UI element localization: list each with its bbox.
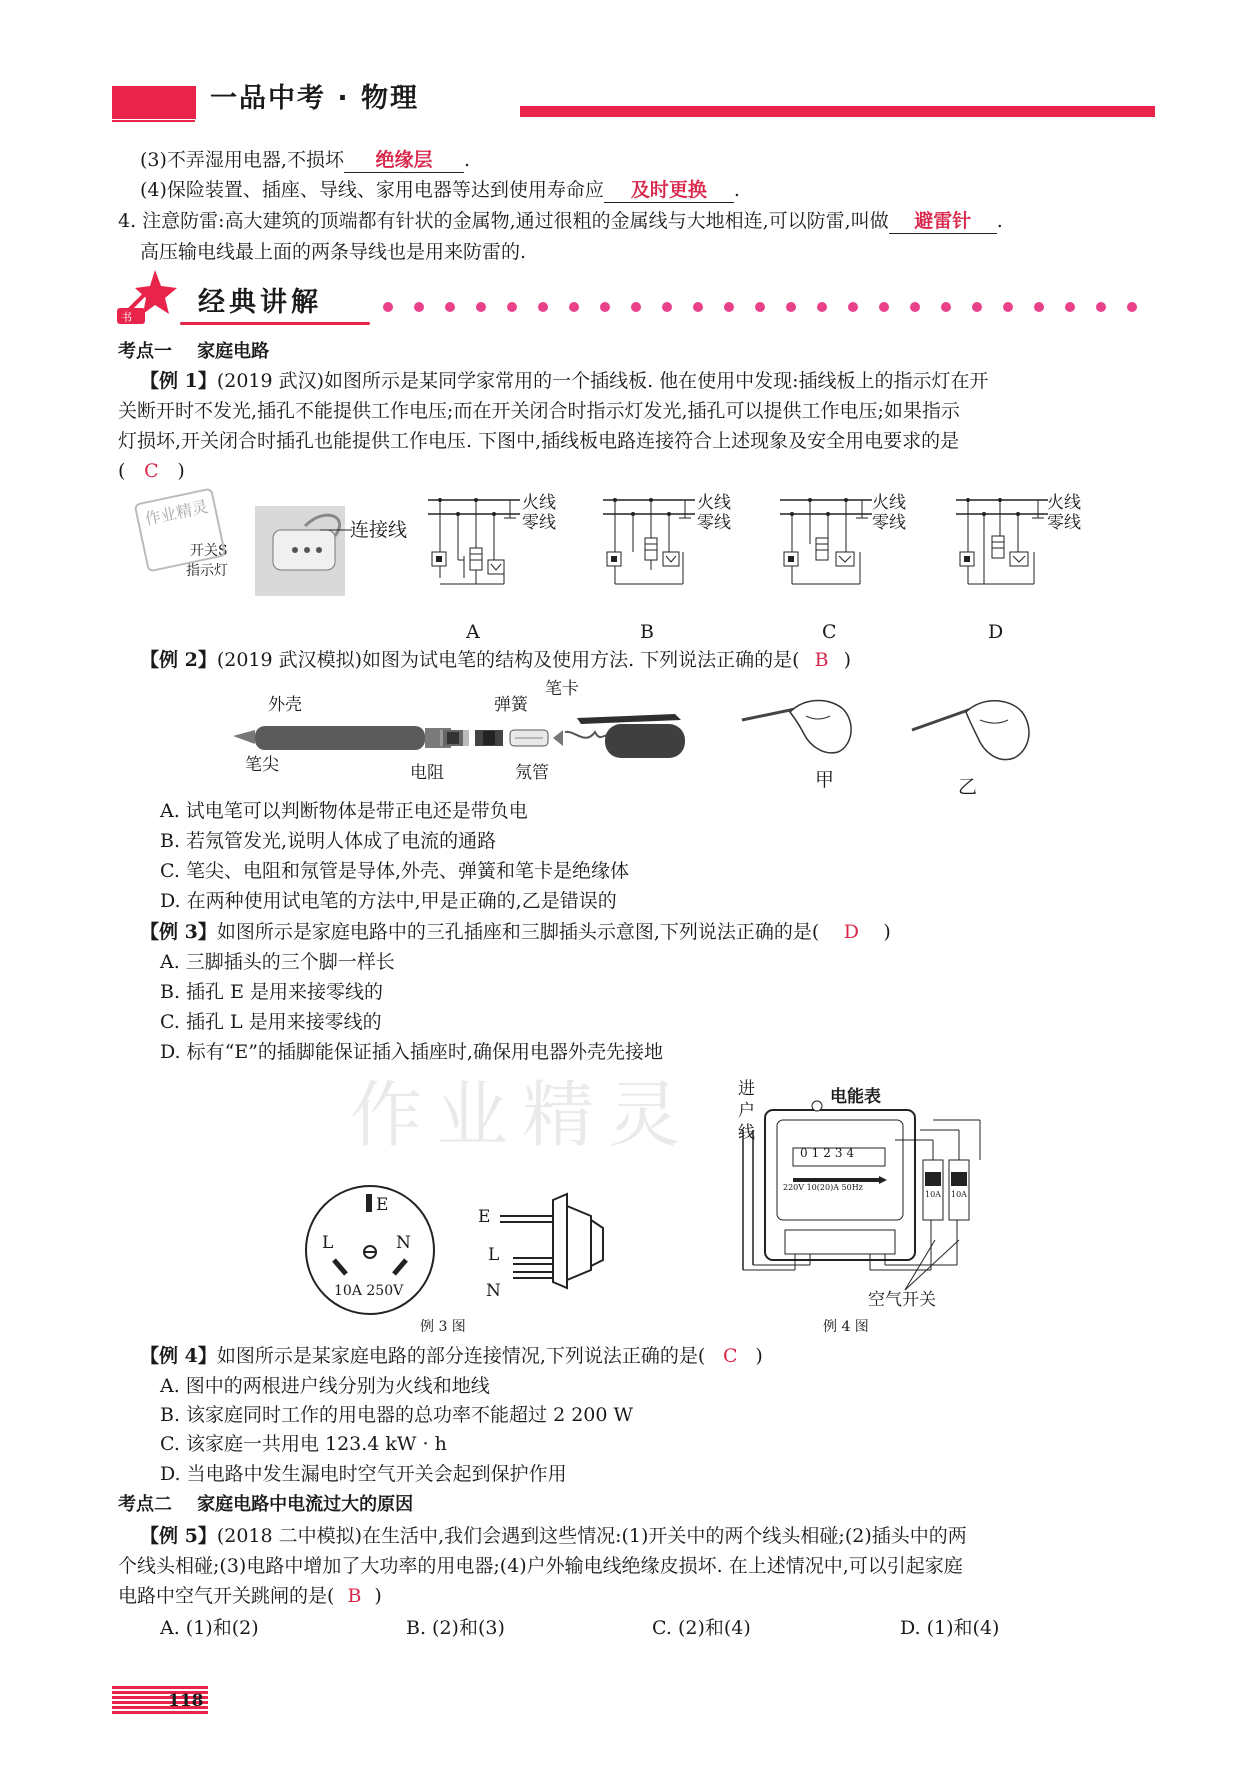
example-4-choice-b: B. 该家庭同时工作的用电器的总功率不能超过 2 200 W	[160, 1404, 634, 1426]
topic-1-heading: 考点一 家庭电路	[118, 341, 270, 362]
meter-label-meter: 电能表	[830, 1087, 881, 1107]
stamp-watermark: 作业精灵	[134, 487, 227, 572]
example-5-choice-d: D. (1)和(4)	[900, 1617, 1000, 1639]
pen-label-clip: 笔卡	[545, 679, 579, 699]
intro-item-4-line-2: 高压输电线最上面的两条导线也是用来防雷的.	[140, 241, 527, 263]
example-1-line-3: 灯损坏,开关闭合时插孔也能提供工作电压. 下图中,插线板电路连接符合上述现象及安全用电要求的是	[118, 430, 960, 452]
example-5-line-2: 个线头相碰;(3)电路中增加了大功率的用电器;(4)户外输电线绝缘皮损坏. 在上述情况中,可以引起家庭	[118, 1555, 963, 1577]
example-1-answer: C	[144, 460, 159, 482]
page-number: 118	[168, 1691, 204, 1711]
example-2-stem: 【例 2】(2019 武汉模拟)如图为试电笔的结构及使用方法. 下列说法正确的是( B )	[140, 645, 851, 675]
example-5-line-1: 【例 5】(2018 二中模拟)在生活中,我们会遇到这些情况:(1)开关中的两个线头相碰;(2)插头中的两	[140, 1525, 967, 1547]
big-watermark: 作业精灵	[350, 1073, 695, 1157]
meter-label-incoming: 进户线	[738, 1079, 755, 1143]
circuit-a-neutral-label: 零线	[522, 513, 556, 533]
example-4-choice-d: D. 当电路中发生漏电时空气开关会起到保护作用	[160, 1463, 567, 1485]
circuit-b-neutral-label: 零线	[697, 513, 731, 533]
breaker-rating-1: 10A	[925, 1190, 941, 1199]
pen-label-resistor: 电阻	[410, 763, 444, 783]
example-3-choice-d: D. 标有“E”的插脚能保证插入插座时,确保用电器外壳先接地	[160, 1041, 663, 1063]
example-3-answer: D	[843, 921, 859, 943]
example-4-caption: 例 4 图	[823, 1319, 869, 1335]
answer-blank: 绝缘层	[344, 148, 464, 173]
example-1-line-2: 关断开时不发光,插孔不能提供工作电压;而在开关闭合时指示灯发光,插孔可以提供工作电压;如果指示	[118, 400, 960, 422]
example-3-choice-a: A. 三脚插头的三个脚一样长	[160, 951, 395, 973]
socket-label-n: N	[396, 1233, 411, 1253]
pen-label-neon: 氖管	[515, 763, 549, 783]
header-bar	[520, 106, 1155, 117]
circuit-c-live-label: 火线	[872, 493, 906, 513]
pen-label-shell: 外壳	[268, 695, 302, 715]
answer-blank: 避雷针	[889, 209, 997, 234]
header-underline	[112, 120, 195, 122]
meter-reading: 01234	[800, 1146, 859, 1160]
circuit-b-live-label: 火线	[697, 493, 731, 513]
svg-text:书: 书	[121, 311, 132, 324]
example-2-choice-c: C. 笔尖、电阻和氖管是导体,外壳、弹簧和笔卡是绝缘体	[160, 860, 629, 882]
option-label-a: A	[466, 621, 480, 643]
example-5-answer: B	[347, 1585, 362, 1607]
example-2-answer: B	[814, 649, 829, 671]
intro-line-3: (3)不弄湿用电器,不损坏 绝缘层 .	[140, 149, 471, 171]
example-5-choice-a: A. (1)和(2)	[160, 1617, 259, 1639]
topic-2-heading: 考点二 家庭电路中电流过大的原因	[118, 1494, 414, 1515]
example-5-choice-c: C. (2)和(4)	[652, 1617, 751, 1639]
pen-label-spring: 弹簧	[494, 695, 528, 715]
example-2-choice-d: D. 在两种使用试电笔的方法中,甲是正确的,乙是错误的	[160, 890, 617, 912]
meter-spec: 220V 10(20)A 50Hz	[783, 1183, 863, 1192]
photo-label-wire: 连接线	[350, 519, 408, 541]
socket-label-l: L	[322, 1233, 334, 1253]
socket-label-e: E	[376, 1195, 389, 1215]
option-label-c: C	[822, 621, 837, 643]
circuit-d-live-label: 火线	[1047, 493, 1081, 513]
power-strip-drawing	[255, 506, 345, 596]
header-accent-block	[112, 86, 196, 119]
energy-meter-diagram	[735, 1090, 985, 1300]
example-4-stem: 【例 4】如图所示是某家庭电路的部分连接情况,下列说法正确的是( C )	[140, 1341, 763, 1371]
hand-using-pen-yi	[910, 690, 1040, 770]
example-3-stem: 【例 3】如图所示是家庭电路中的三孔插座和三脚插头示意图,下列说法正确的是( D )	[140, 917, 891, 947]
photo-label-switch: 开关S	[190, 543, 228, 559]
example-4-answer: C	[723, 1345, 738, 1367]
example-4-choice-a: A. 图中的两根进户线分别为火线和地线	[160, 1375, 490, 1397]
example-5-line-3: 电路中空气开关跳闸的是( B )	[118, 1581, 382, 1611]
section-star-icon	[115, 268, 177, 326]
intro-line-4: (4)保险装置、插座、导线、家用电器等达到使用寿命应 及时更换 .	[140, 179, 740, 201]
option-label-d: D	[988, 621, 1004, 643]
answer-blank: 及时更换	[604, 178, 734, 203]
example-3-choice-b: B. 插孔 E 是用来接零线的	[160, 981, 383, 1003]
hand-using-pen-jia	[740, 690, 860, 760]
socket-rating: 10A 250V	[334, 1283, 404, 1299]
intro-item-4: 4. 注意防雷:高大建筑的顶端都有针状的金属物,通过很粗的金属线与大地相连,可以防雷,叫做 避雷针 .	[118, 210, 1003, 232]
circuit-d-neutral-label: 零线	[1047, 513, 1081, 533]
pen-label-tip: 笔尖	[245, 755, 279, 775]
section-title-underline	[180, 322, 370, 325]
circuit-c-neutral-label: 零线	[872, 513, 906, 533]
breaker-rating-2: 10A	[951, 1190, 967, 1199]
plug-label-e: E	[478, 1207, 491, 1227]
pen-label-yi: 乙	[958, 776, 978, 798]
pen-label-jia: 甲	[815, 769, 835, 791]
example-2-choice-a: A. 试电笔可以判断物体是带正电还是带负电	[160, 800, 528, 822]
example-2-choice-b: B. 若氖管发光,说明人体成了电流的通路	[160, 830, 497, 852]
example-3-caption: 例 3 图	[420, 1319, 466, 1335]
three-pin-plug	[495, 1180, 605, 1300]
meter-label-breaker: 空气开关	[868, 1290, 936, 1310]
example-5-choice-b: B. (2)和(3)	[406, 1617, 505, 1639]
example-1-answer-line: ( C )	[118, 456, 185, 486]
plug-label-l: L	[488, 1245, 500, 1265]
circuit-a-live-label: 火线	[522, 493, 556, 513]
header-title: 一品中考 · 物理	[210, 83, 420, 114]
option-label-b: B	[640, 621, 654, 643]
example-1-line-1: 【例 1】(2019 武汉)如图所示是某同学家常用的一个插线板. 他在使用中发现:插线板上的指示灯在开	[140, 370, 989, 392]
section-title: 经典讲解	[198, 287, 322, 318]
example-4-choice-c: C. 该家庭一共用电 123.4 kW · h	[160, 1433, 447, 1455]
photo-label-wire-leader	[320, 528, 352, 532]
photo-label-lamp: 指示灯	[186, 563, 228, 579]
example-3-choice-c: C. 插孔 L 是用来接零线的	[160, 1011, 382, 1033]
plug-label-n: N	[486, 1281, 501, 1301]
